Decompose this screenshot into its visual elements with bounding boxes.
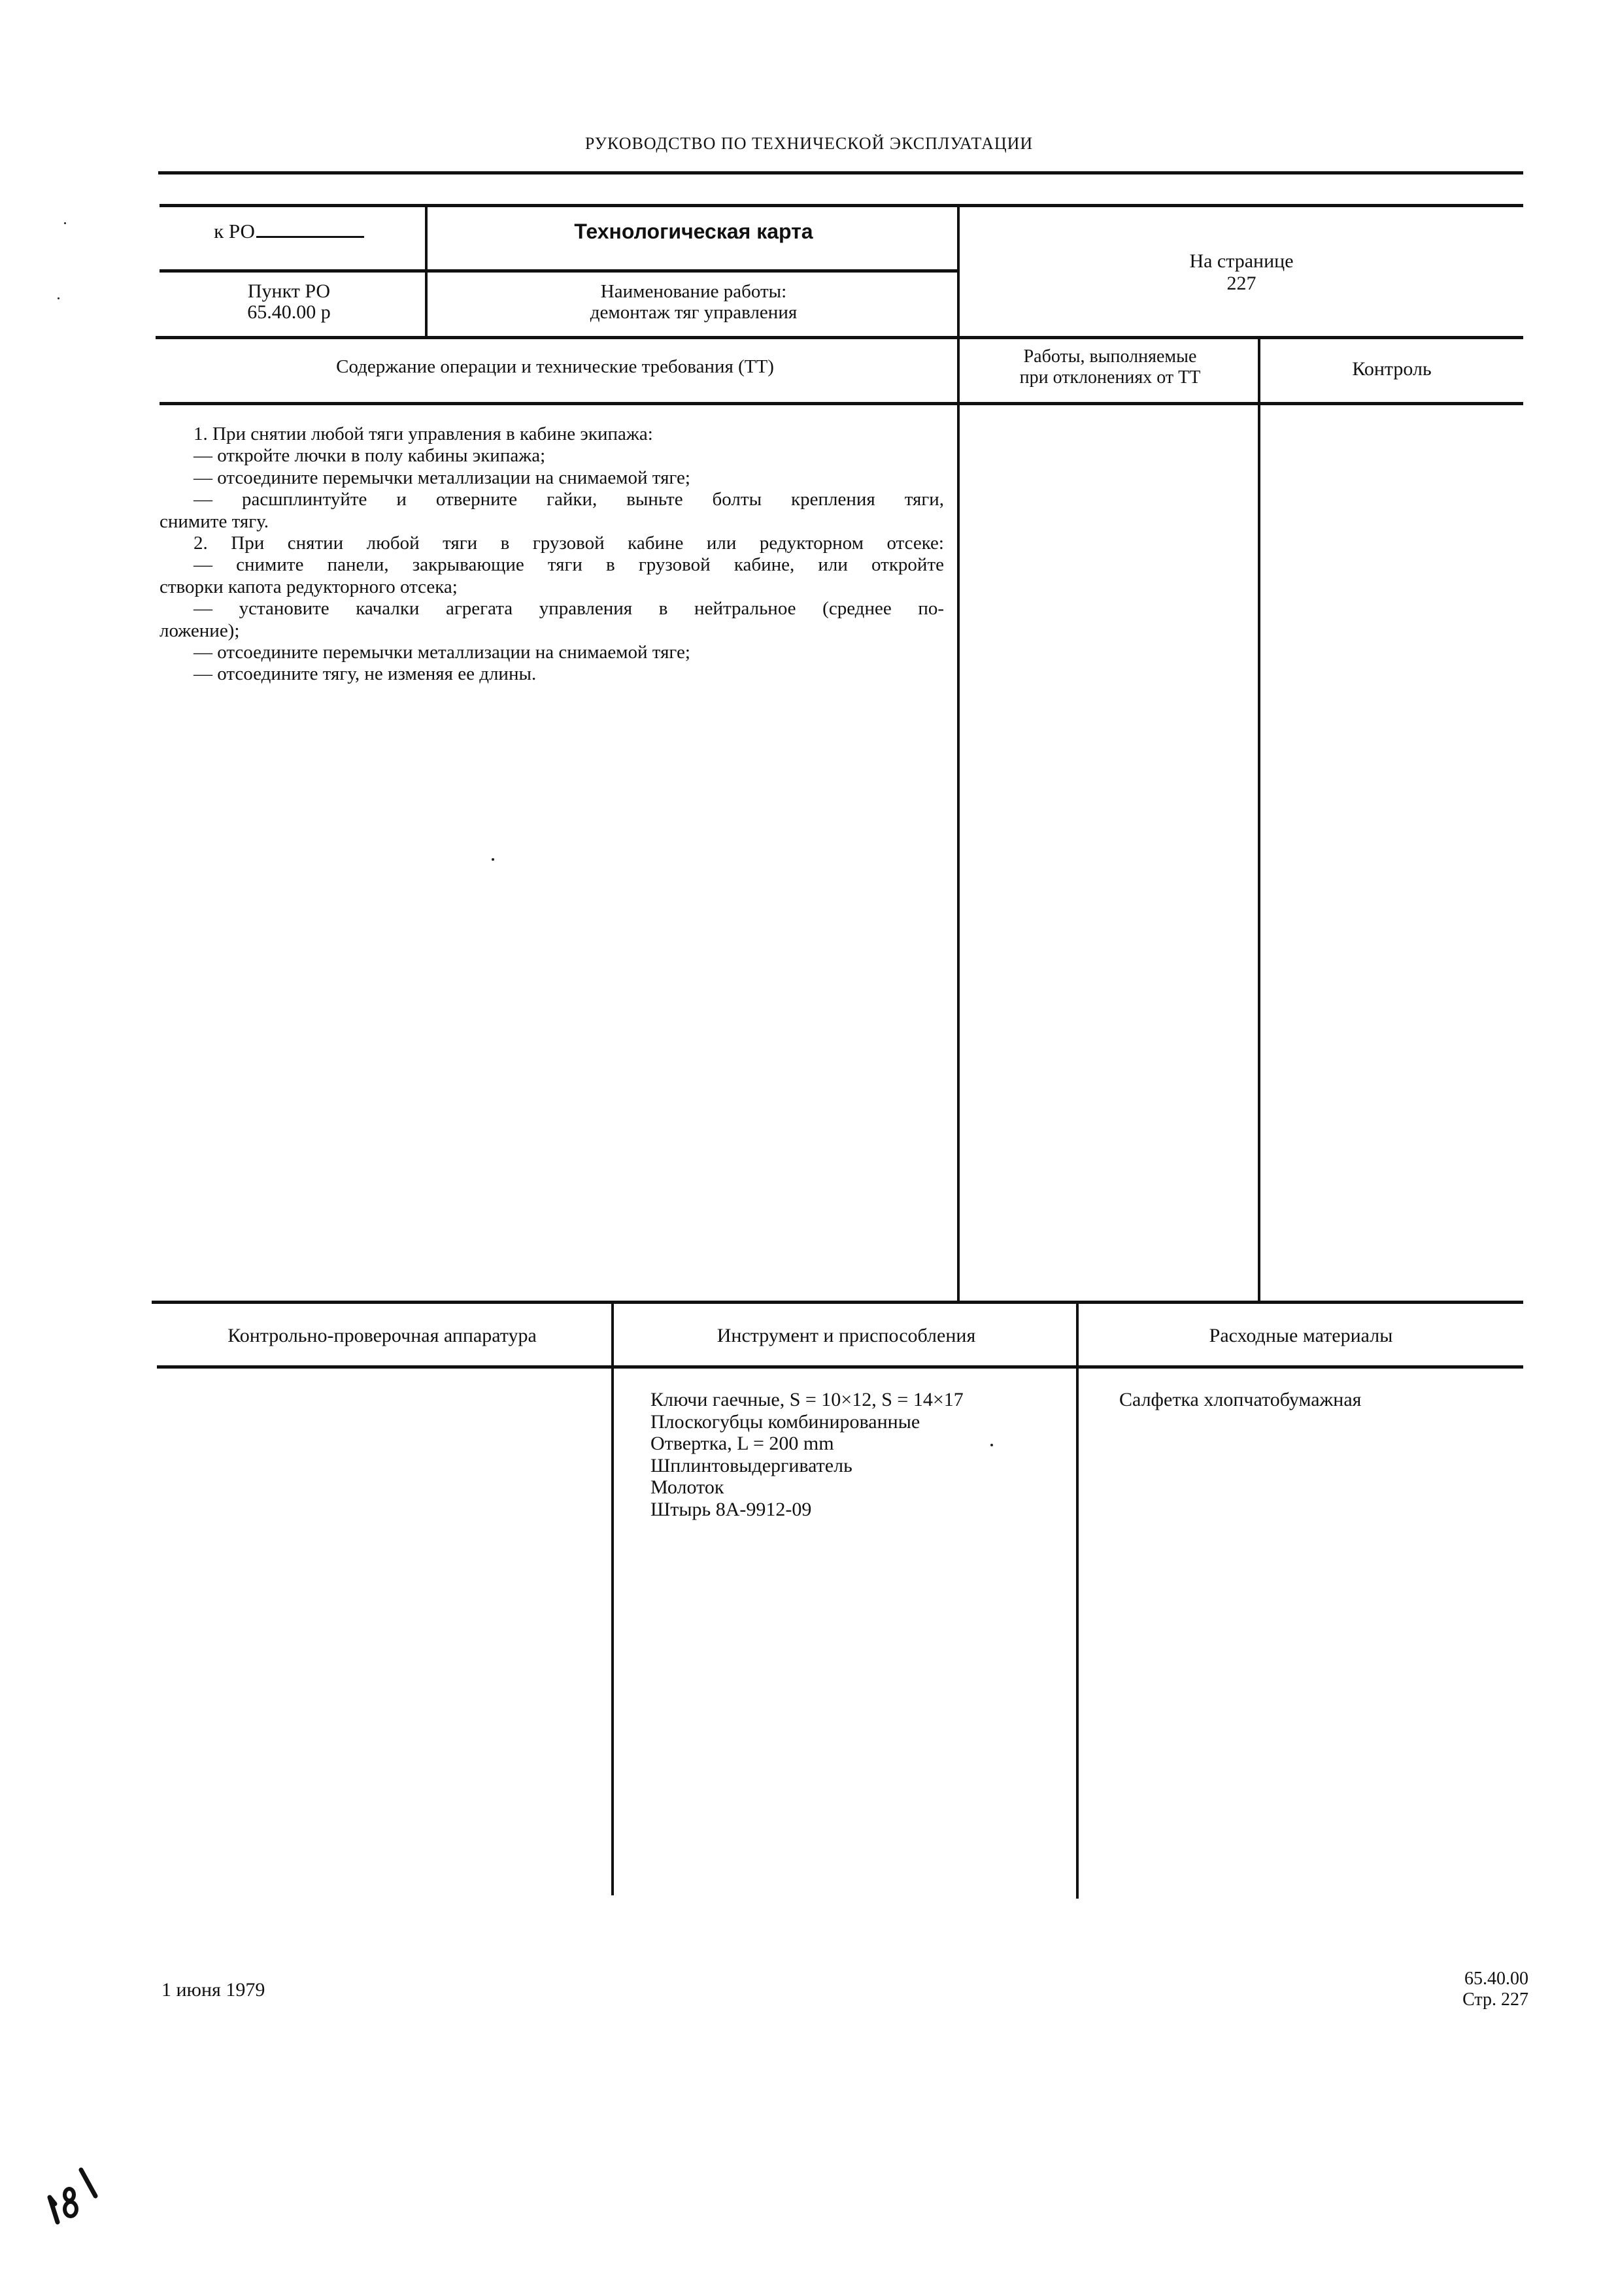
operation-line: — расшплинтуйте и отверните гайки, выньте болты крепления тяги, — [194, 489, 944, 510]
bottom-divider-left — [611, 1302, 614, 1895]
bottom-divider-right — [1076, 1302, 1079, 1899]
footer-doc-ref: 65.40.00 — [1464, 1969, 1528, 1989]
materials-list: Салфетка хлопчатобумажная — [1119, 1389, 1362, 1410]
card-title: Технологическая карта — [574, 220, 813, 243]
deviation-line-1: Работы, выполняемые — [1023, 346, 1197, 367]
deviation-line-2: при отклонениях от ТТ — [1019, 367, 1201, 388]
materials-header: Расходные материалы — [1209, 1325, 1393, 1346]
footer-page-ref: Стр. 227 — [1462, 1989, 1528, 2010]
running-head: РУКОВОДСТВО ПО ТЕХНИЧЕСКОЙ ЭКСПЛУАТАЦИИ — [584, 134, 1034, 153]
tool-item: Отвертка, L = 200 mm — [650, 1433, 834, 1454]
header-table-mid — [160, 269, 960, 273]
k-ro-blank — [256, 219, 364, 238]
column-header-content: Содержание операции и технические требования (ТТ) — [336, 356, 774, 377]
tool-item: Плоскогубцы комбинированные — [650, 1410, 920, 1433]
header-table-top — [160, 204, 1523, 207]
scan-speck — [58, 297, 59, 299]
operation-line: снимите тягу. — [160, 510, 269, 532]
control-divider — [1258, 336, 1260, 1304]
tools-header: Инструмент и приспособления — [716, 1325, 976, 1346]
footer-date: 1 июня 1979 — [161, 1979, 265, 2001]
scan-speck — [492, 858, 494, 861]
k-ro-field — [152, 219, 426, 243]
on-page-value: 227 — [1226, 273, 1256, 294]
job-value: демонтаж тяг управления — [590, 302, 798, 323]
operation-line: ложение); — [160, 620, 240, 641]
tools-list — [650, 1389, 964, 1520]
operations-list — [160, 424, 944, 686]
point-field — [152, 281, 426, 323]
operation-line: — установите качалки агрегата управления в нейтральное (среднее по- — [194, 598, 944, 620]
operation-line: 2. При снятии любой тяги в грузовой кабине или редукторном отсеке: — [194, 533, 944, 554]
column-header-deviation — [961, 346, 1259, 388]
column-header-control: Контроль — [1352, 358, 1432, 380]
header-table-bottom — [156, 336, 1523, 339]
scan-speck — [64, 222, 66, 224]
job-label: Наименование работы: — [600, 281, 787, 302]
operation-line: — отсоедините перемычки металлизации на снимаемой тяге; — [194, 467, 690, 488]
operation-line: — отсоедините тягу, не изменяя ее длины. — [194, 663, 537, 685]
k-ro-label: к РО — [214, 220, 255, 242]
scan-speck — [990, 1444, 993, 1446]
job-name-field — [429, 281, 958, 323]
footer-reference — [1425, 1969, 1528, 2010]
operation-line: — снимите панели, закрывающие тяги в грузовой кабине, или откройте — [194, 554, 944, 576]
bottom-header-bottom — [157, 1365, 1523, 1369]
operation-line: 1. При снятии любой тяги управления в кабине экипажа: — [194, 424, 653, 444]
column-header-bottom — [160, 402, 1523, 405]
handwritten-note-icon — [46, 2157, 105, 2229]
tool-item: Шплинтовыдергиватель — [650, 1454, 852, 1476]
operation-line: — откройте лючки в полу кабины экипажа; — [194, 445, 546, 467]
operation-line: — отсоедините перемычки металлизации на снимаемой тяге; — [194, 642, 690, 663]
apparatus-header: Контрольно-проверочная аппаратура — [228, 1325, 537, 1346]
tool-item: Ключи гаечные, S = 10×12, S = 14×17 — [650, 1389, 964, 1410]
tool-item: Молоток — [650, 1476, 724, 1498]
point-value: 65.40.00 р — [247, 301, 331, 323]
on-page-label: На странице — [1189, 250, 1294, 272]
body-bottom — [152, 1301, 1523, 1304]
point-label: Пункт РО — [247, 280, 331, 302]
on-page-field — [961, 250, 1522, 295]
operation-line: створки капота редукторного отсека; — [160, 576, 458, 597]
top-rule — [158, 171, 1523, 175]
tool-item: Штырь 8А-9912-09 — [650, 1498, 812, 1520]
